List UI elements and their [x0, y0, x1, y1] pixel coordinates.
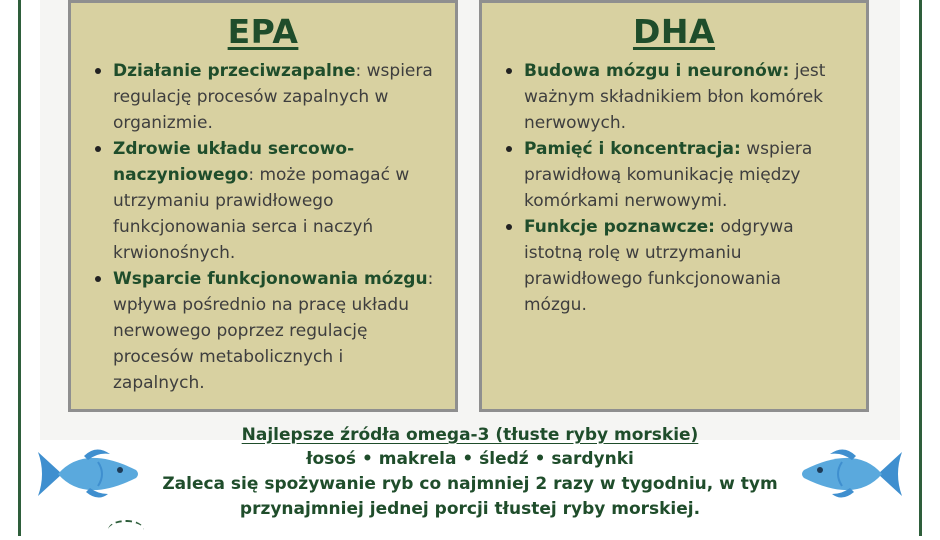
epa-benefit-3-heading: Wsparcie funkcjonowania mózgu — [113, 269, 428, 289]
dha-benefit-3-text: odgrywa istotną rolę w utrzymaniu prawidłowego funkcjonowania mózgu. — [524, 217, 794, 315]
epa-benefit-brain-support — [113, 266, 437, 396]
dha-benefit-brain-structure — [524, 58, 848, 136]
epa-benefit-2-heading: Zdrowie układu sercowo-naczyniowego — [113, 139, 355, 185]
dha-benefit-1-text: jest ważnym składnikiem błon komórek nerwowych. — [524, 61, 826, 133]
epa-benefits-list — [71, 58, 455, 396]
sources-title: Najlepsze źródła omega-3 (tłuste ryby morskie) — [241, 425, 699, 445]
epa-benefit-cardiovascular — [113, 136, 437, 266]
dha-benefits-list — [482, 58, 866, 318]
epa-benefit-1-heading: Działanie przeciwzapalne — [113, 61, 356, 81]
dha-benefit-3-heading: Funkcje poznawcze: — [524, 217, 715, 237]
dha-benefit-2-text: wspiera prawidłową komunikację między komórkami nerwowymi. — [524, 139, 813, 211]
dha-benefit-memory — [524, 136, 848, 214]
omega3-sources-section — [100, 424, 840, 522]
recommendation-line-2: przynajmniej jednej porcji tłustej ryby morskiej. — [239, 499, 701, 519]
dha-panel — [479, 0, 869, 412]
dha-benefit-2-heading: Pamięć i koncentracja: — [524, 139, 741, 159]
epa-panel — [68, 0, 458, 412]
decorative-badge-edge — [108, 520, 144, 540]
dha-benefit-cognition — [524, 214, 848, 318]
epa-title: EPA — [227, 12, 299, 51]
dha-title: DHA — [632, 12, 716, 51]
fish-list: łosoś • makrela • śledź • sardynki — [306, 449, 634, 469]
epa-benefit-anti-inflammatory — [113, 58, 437, 136]
dha-benefit-1-heading: Budowa mózgu i neuronów: — [524, 61, 790, 81]
epa-benefit-2-text: : może pomagać w utrzymaniu prawidłowego funkcjonowania serca i naczyń krwionośnych. — [113, 165, 410, 263]
epa-benefit-1-text: : wspiera regulację procesów zapalnych w organizmie. — [113, 61, 433, 133]
recommendation-line-1: Zaleca się spożywanie ryb co najmniej 2 razy w tygodniu, w tym — [162, 474, 778, 494]
epa-benefit-3-text: : wpływa pośrednio na pracę układu nerwowego poprzez regulację procesów metabolicznych i zapalnych. — [113, 269, 434, 393]
